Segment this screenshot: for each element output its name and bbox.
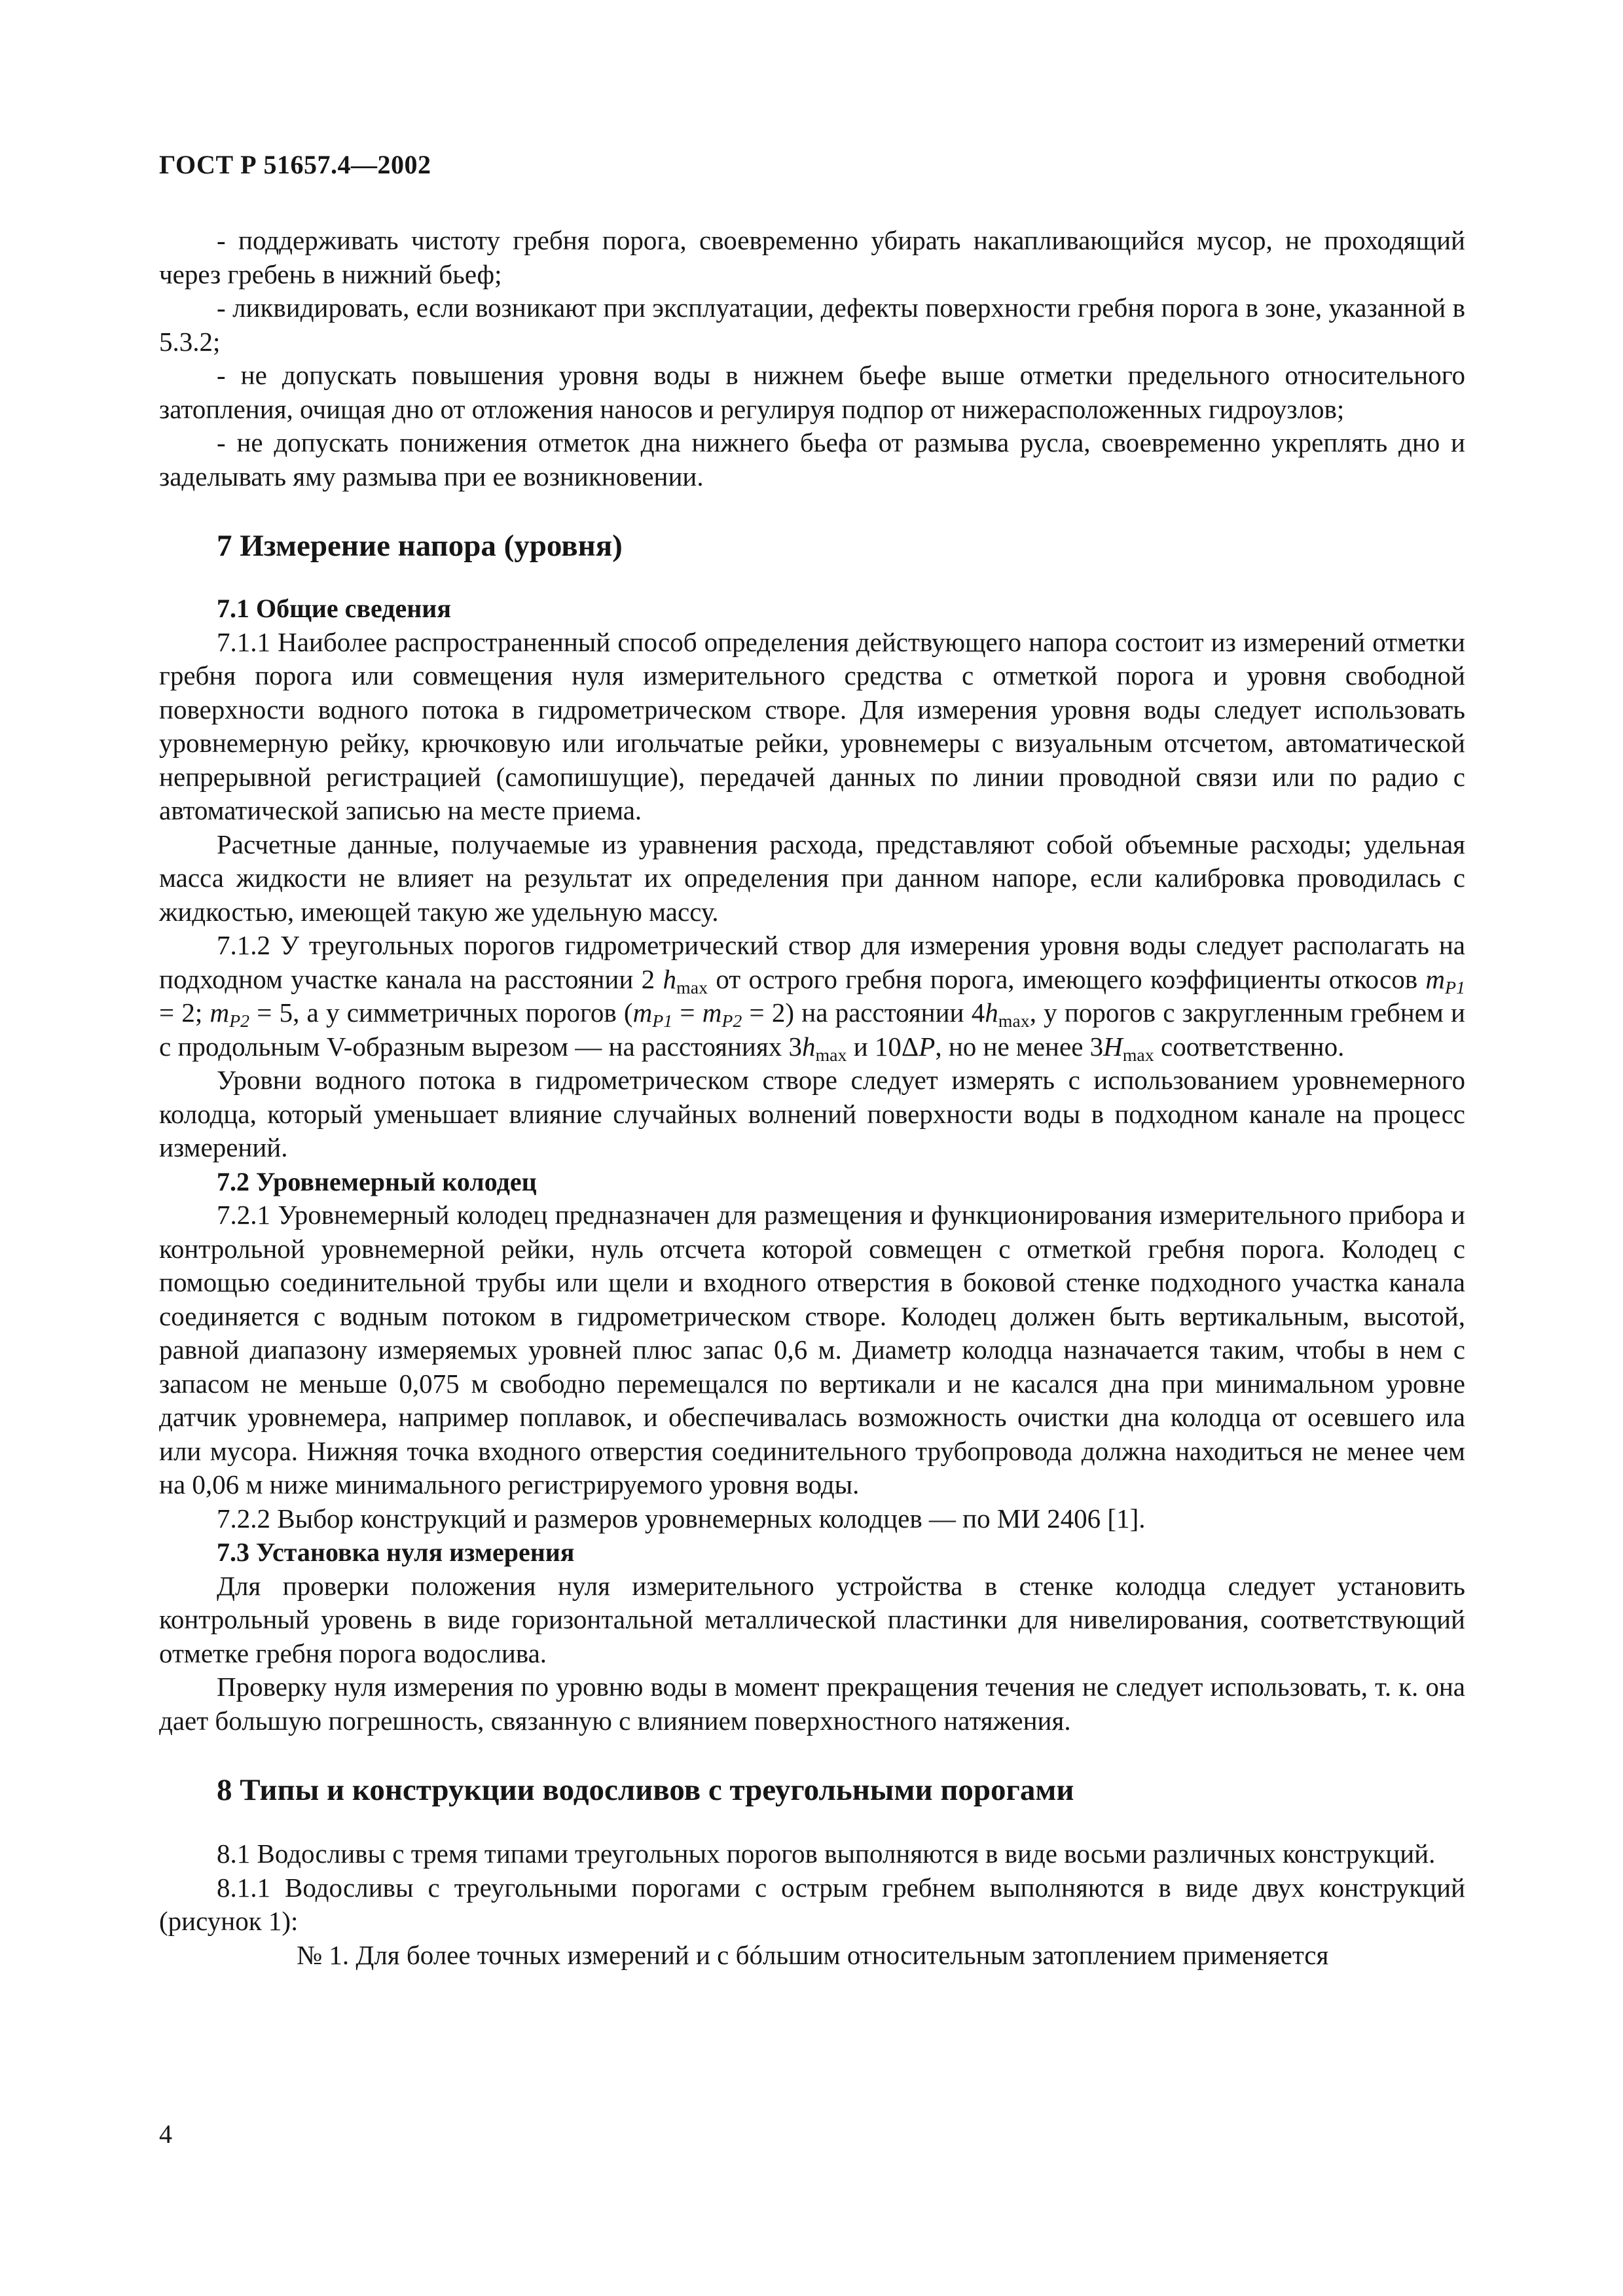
text-run: = bbox=[672, 997, 702, 1028]
subscript-max: max bbox=[815, 1045, 847, 1066]
paragraph-7-1-2-cont: Уровни водного потока в гидрометрическом створе следует измерять с использованием уровнемерного колодца, который уменьшает влияние случайных волнений поверхности воды в подходном канале на процесс измерений. bbox=[159, 1065, 1465, 1162]
paragraph-8-1-1: 8.1.1 Водосливы с треугольными порогами с острым гребнем выполняются в виде двух конструкций (рисунок 1): bbox=[159, 1872, 1465, 1936]
math-m: m bbox=[210, 997, 230, 1028]
intro-bullet-4: - не допускать понижения отметок дна нижнего бьефа от размыва русла, своевременно укреплять дно и заделывать яму размыва при ее возникновении. bbox=[159, 427, 1465, 492]
math-m: m bbox=[702, 997, 722, 1028]
text-run: = 2) на расстоянии 4 bbox=[742, 997, 985, 1028]
math-m: m bbox=[1425, 963, 1446, 994]
paragraph-8-1: 8.1 Водосливы с тремя типами треугольных порогов выполняются в виде восьми различных конструкций. bbox=[217, 1839, 1436, 1869]
intro-bullet-1: - поддерживать чистоту гребня порога, своевременно убирать накапливающийся мусор, не проходящий через гребень в нижний бьеф; bbox=[159, 225, 1465, 289]
subscript-max: max bbox=[998, 1011, 1030, 1031]
math-h: h bbox=[801, 1031, 816, 1062]
subscript-max: max bbox=[676, 977, 708, 998]
subsection-7-3-title: 7.3 Установка нуля измерения bbox=[217, 1537, 575, 1567]
subscript-p1: P1 bbox=[1445, 977, 1465, 998]
intro-bullet-3: - не допускать повышения уровня воды в нижнем бьефе выше отметки предельного относительного затопления, очищая дно от отложения наносов и регулируя подпор от нижерасположенных гидроузлов; bbox=[159, 360, 1465, 424]
section-7-title: 7 Измерение напора (уровня) bbox=[217, 529, 623, 563]
paragraph-7-3-1: Для проверки положения нуля измерительного устройства в стенке колодца следует установить контрольный уровень в виде горизонтальной металлической пластинки для нивелирования, соответствующий отметке гребня порога водослива. bbox=[159, 1570, 1465, 1668]
math-h: h bbox=[985, 997, 998, 1028]
paragraph-7-1-2 bbox=[159, 929, 1465, 1064]
text-run: , но не менее 3 bbox=[935, 1031, 1104, 1062]
text-run: от острого гребня порога, имеющего коэффициенты откосов bbox=[708, 963, 1426, 994]
subsection-7-2-title: 7.2 Уровнемерный колодец bbox=[217, 1166, 537, 1196]
text-run: = 5, а у симметричных порогов ( bbox=[249, 997, 633, 1028]
text-run: = 2; bbox=[159, 997, 210, 1028]
document-id-header: ГОСТ Р 51657.4—2002 bbox=[159, 150, 431, 179]
subscript-p1: P1 bbox=[652, 1011, 673, 1031]
paragraph-7-3-2: Проверку нуля измерения по уровню воды в момент прекращения течения не следует использовать, т. к. она дает большую погрешность, связанную с влиянием поверхностного натяжения. bbox=[159, 1672, 1465, 1736]
math-m: m bbox=[632, 997, 653, 1028]
section-8-title: 8 Типы и конструкции водосливов с треугольными порогами bbox=[217, 1773, 1074, 1807]
math-h: h bbox=[663, 963, 677, 994]
math-h-upper: H bbox=[1103, 1031, 1123, 1062]
paragraph-item-1: № 1. Для более точных измерений и с бóльшим относительным затоплением применяется bbox=[297, 1939, 1329, 1970]
math-p: P bbox=[919, 1031, 936, 1062]
paragraph-7-1-1-cont: Расчетные данные, получаемые из уравнения расхода, представляют собой объемные расходы; удельная масса жидкости не влияет на результат их определения при данном напоре, если калибровка проводилась с жидкостью, имеющей такую же удельную массу. bbox=[159, 829, 1465, 927]
page-number: 4 bbox=[159, 2119, 172, 2149]
paragraph-7-2-2: 7.2.2 Выбор конструкций и размеров уровнемерных колодцев — по МИ 2406 [1]. bbox=[217, 1503, 1146, 1534]
text-run: 7.1.2 У треугольных порогов гидрометрический створ для измерения уровня воды следует располагать на подходном участке канала на расстоянии 2 bbox=[159, 930, 1465, 994]
paragraph-7-2-1: 7.2.1 Уровнемерный колодец предназначен для размещения и функционирования измерительного прибора и контрольной уровнемерной рейки, нуль отсчета которой совмещен с отметкой гребня порога. Колодец с помощью соединительной трубы или щели и входного отверстия в боковой стенке подходного участка канала соединяется с водным потоком в гидрометрическом створе. Колодец должен быть вертикальным, высотой, равной диапазону измеряемых уровней плюс запас 0,6 м. Диаметр колодца назначается таким, чтобы в нем с запасом не меньше 0,075 м свободно перемещался по вертикали и не касался дна при минимальном уровне датчик уровнемера, например поплавок, и обеспечивалась возможность очистки дна колодца от осевшего ила или мусора. Нижняя точка входного отверстия соединительного трубопровода должна находиться не менее чем на 0,06 м ниже минимального регистрируемого уровня воды. bbox=[159, 1200, 1465, 1499]
subscript-max: max bbox=[1122, 1045, 1154, 1066]
paragraph-7-1-1: 7.1.1 Наиболее распространенный способ определения действующего напора состоит из измерений отметки гребня порога или совмещения нуля измерительного средства с отметкой порога и уровня свободной поверхности водного потока в гидрометрическом створе. Для измерения уровня воды следует использовать уровнемерную рейку, крючковую или игольчатые рейки, уровнемеры с визуальным отсчетом, автоматической непрерывной регистрацией (самопишущие), передачей данных по линии проводной связи или по радио с автоматической записью на месте приема. bbox=[159, 626, 1465, 825]
subscript-p2: P2 bbox=[229, 1011, 250, 1031]
intro-bullet-2: - ликвидировать, если возникают при эксплуатации, дефекты поверхности гребня порога в зоне, указанной в 5.3.2; bbox=[159, 293, 1465, 357]
text-run: соответственно. bbox=[1154, 1031, 1345, 1062]
text-run: и 10Δ bbox=[847, 1031, 919, 1062]
subsection-7-1-title: 7.1 Общие сведения bbox=[217, 594, 451, 623]
text-run: , у порогов с закругленным гребнем и с продольным V-образным вырезом — на расстояниях 3 bbox=[159, 997, 1466, 1062]
page-content bbox=[159, 224, 1465, 1972]
subscript-p2: P2 bbox=[721, 1011, 742, 1031]
